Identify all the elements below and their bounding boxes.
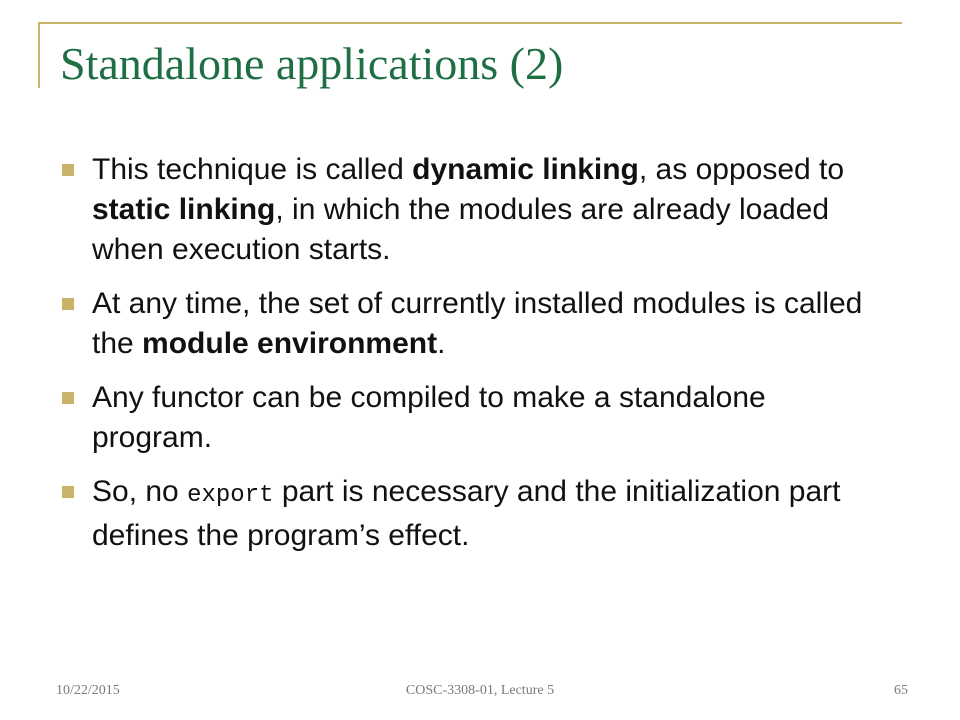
- bullet-item: [62, 378, 892, 458]
- frame-top-line: [38, 22, 902, 24]
- bullet-text: [92, 472, 892, 556]
- bullet-item: [62, 284, 892, 364]
- bullet-list: [62, 150, 892, 570]
- bullet-text-segment: .: [437, 327, 446, 360]
- bold-term: dynamic linking: [412, 153, 639, 186]
- code-term: export: [187, 482, 274, 509]
- footer-date: 10/22/2015: [56, 683, 120, 698]
- bullet-marker-icon: [62, 392, 74, 404]
- bullet-marker-icon: [62, 164, 74, 176]
- bullet-text-segment: , as opposed to: [638, 153, 845, 186]
- footer-course: COSC-3308-01, Lecture 5: [405, 683, 555, 698]
- bullet-marker-icon: [62, 298, 74, 310]
- bullet-text: [92, 284, 892, 364]
- bullet-item: [62, 150, 892, 270]
- bullet-text-segment: So, no: [92, 475, 188, 508]
- bullet-text: [92, 378, 892, 458]
- bold-term: static linking: [92, 193, 276, 226]
- bullet-text-segment: , in which the modules are already loaded when execution starts.: [92, 193, 830, 266]
- footer-page-number: 65: [894, 683, 908, 698]
- bullet-text: [92, 150, 892, 270]
- bullet-text-segment: Any functor can be compiled to make a standalone program.: [92, 381, 766, 454]
- slide-title: Standalone applications (2): [60, 38, 564, 89]
- bold-term: module environment: [142, 327, 438, 360]
- frame-left-line: [38, 22, 40, 88]
- bullet-text-segment: This technique is called: [92, 153, 413, 186]
- bullet-text-segment: part is necessary and the initialization part defines the program’s effect.: [92, 475, 841, 552]
- bullet-marker-icon: [62, 486, 74, 498]
- bullet-text-segment: At any time, the set of currently installed modules is called the: [92, 287, 863, 360]
- bullet-item: [62, 472, 892, 556]
